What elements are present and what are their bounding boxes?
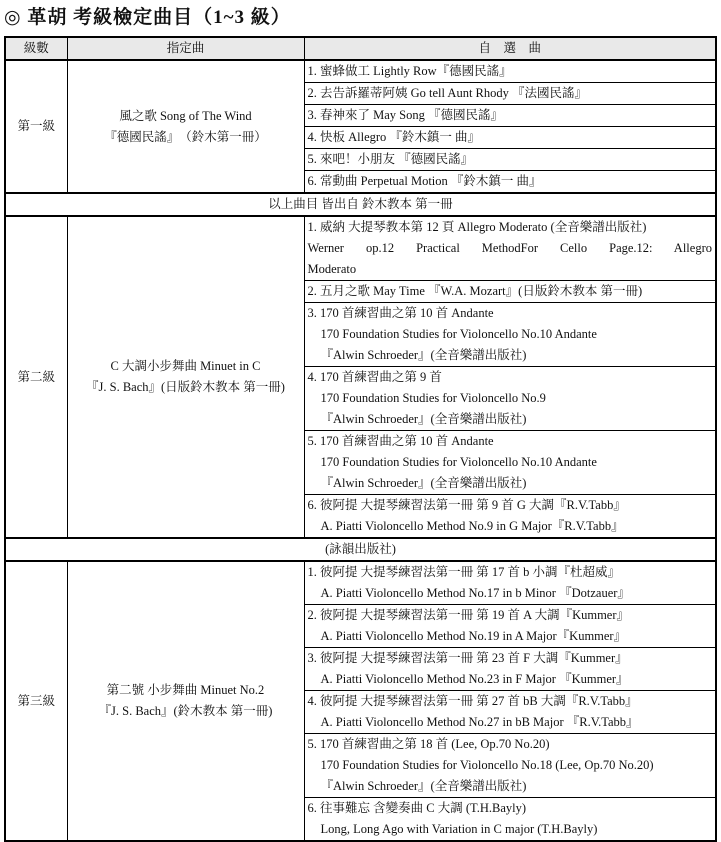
grade3-item-3-line2: A. Piatti Violoncello Method No.23 in F Major 『Kummer』 <box>320 672 629 686</box>
grade3-item-4 <box>304 691 716 734</box>
grade3-item-5-line3: 『Alwin Schroeder』(全音樂譜出版社) <box>320 779 527 793</box>
header-required: 指定曲 <box>67 37 304 60</box>
grade2-item-1-line2: Werner op.12 Practical MethodFor Cello Page.12: Allegro <box>307 241 712 255</box>
grade1-item-6: 6. 常動曲 Perpetual Motion 『鈴木鎮一 曲』 <box>304 171 716 194</box>
grade2-item-6 <box>304 495 716 539</box>
grade2-required <box>67 216 304 538</box>
grade3-item-6 <box>304 798 716 842</box>
grade2-item-2: 2. 五月之歌 May Time 『W.A. Mozart』(日版鈴木教本 第一冊) <box>304 281 716 303</box>
grade3-level: 第三級 <box>5 561 67 841</box>
grade2-item-3-line1: 3. 170 首練習曲之第 10 首 Andante <box>307 306 494 320</box>
grade3-required-line2: 『J. S. Bach』(鈴木教本 第一冊) <box>98 704 273 718</box>
note2-row <box>5 538 716 561</box>
grade1-item-4: 4. 快板 Allegro 『鈴木鎮一 曲』 <box>304 127 716 149</box>
grade2-item-6-line2: A. Piatti Violoncello Method No.9 in G Major『R.V.Tabb』 <box>320 519 624 533</box>
grade1-item-5: 5. 來吧！小朋友 『德國民謠』 <box>304 149 716 171</box>
grade2-item-1-line1: 1. 威納 大提琴教本第 12 頁 Allegro Moderato (全音樂譜出版社) <box>307 220 647 234</box>
grade3-item-1 <box>304 561 716 605</box>
grade3-item-2-line2: A. Piatti Violoncello Method No.19 in A Major『Kummer』 <box>320 629 627 643</box>
grade2-level: 第二級 <box>5 216 67 538</box>
grade2-item-6-line1: 6. 彼阿提 大提琴練習法第一冊 第 9 首 G 大調『R.V.Tabb』 <box>307 498 626 512</box>
grade1-row <box>5 60 716 83</box>
grade2-item-5-line1: 5. 170 首練習曲之第 10 首 Andante <box>307 434 494 448</box>
grade2-required-line1: C 大調小步舞曲 Minuet in C <box>110 359 261 373</box>
grade2-item-1 <box>304 216 716 281</box>
page-title: ◎ 革胡 考級檢定曲目（1~3 級） <box>4 7 291 28</box>
grade3-required <box>67 561 304 841</box>
grade2-item-1-line3: Moderato <box>307 262 357 276</box>
note2: (詠韻出版社) <box>5 538 716 561</box>
grade2-item-4-line1: 4. 170 首練習曲之第 9 首 <box>307 370 442 384</box>
grade3-item-5-line1: 5. 170 首練習曲之第 18 首 (Lee, Op.70 No.20) <box>307 737 550 751</box>
grade1-required-line2: 『德國民謠』 （鈴木第一冊） <box>104 129 267 144</box>
grade3-item-3-line1: 3. 彼阿提 大提琴練習法第一冊 第 23 首 F 大調『Kummer』 <box>307 651 628 665</box>
grade2-item-5-line2: 170 Foundation Studies for Violoncello No.10 Andante <box>320 455 597 469</box>
grade2-item-4 <box>304 367 716 431</box>
header-level: 級數 <box>5 37 67 60</box>
header-elective: 自 選 曲 <box>304 37 716 60</box>
grade1-required-line1: 風之歌 Song of The Wind <box>119 108 252 123</box>
grade3-item-4-line2: A. Piatti Violoncello Method No.27 in bB Major 『R.V.Tabb』 <box>320 715 639 729</box>
grade3-item-5 <box>304 734 716 798</box>
exam-repertoire-table <box>4 36 717 842</box>
grade2-item-4-line2: 170 Foundation Studies for Violoncello No.9 <box>320 391 546 405</box>
grade2-required-line2: 『J. S. Bach』(日版鈴木教本 第一冊) <box>86 380 285 394</box>
grade2-item-3 <box>304 303 716 367</box>
header-row <box>5 37 716 60</box>
grade3-item-2 <box>304 605 716 648</box>
grade2-row <box>5 216 716 281</box>
grade1-level: 第一級 <box>5 60 67 193</box>
grade3-item-4-line1: 4. 彼阿提 大提琴練習法第一冊 第 27 首 bB 大調『R.V.Tabb』 <box>307 694 638 708</box>
grade1-item-1: 1. 蜜蜂做工 Lightly Row『德國民謠』 <box>304 60 716 83</box>
grade2-item-5 <box>304 431 716 495</box>
grade3-required-line1: 第二號 小步舞曲 Minuet No.2 <box>106 683 265 697</box>
note1-row <box>5 193 716 216</box>
grade3-item-2-line1: 2. 彼阿提 大提琴練習法第一冊 第 19 首 A 大調『Kummer』 <box>307 608 630 622</box>
grade3-item-1-line2: A. Piatti Violoncello Method No.17 in b Minor 『Dotzauer』 <box>320 586 630 600</box>
grade3-item-5-line2: 170 Foundation Studies for Violoncello No.18 (Lee, Op.70 No.20) <box>320 758 654 772</box>
grade3-item-6-line2: Long, Long Ago with Variation in C major (T.H.Bayly) <box>320 822 598 836</box>
grade2-item-3-line2: 170 Foundation Studies for Violoncello No.10 Andante <box>320 327 597 341</box>
grade3-row <box>5 561 716 605</box>
grade2-item-5-line3: 『Alwin Schroeder』(全音樂譜出版社) <box>320 476 527 490</box>
note1: 以上曲目 皆出自 鈴木教本 第一冊 <box>5 193 716 216</box>
grade3-item-3 <box>304 648 716 691</box>
grade1-item-3: 3. 春神來了 May Song 『德國民謠』 <box>304 105 716 127</box>
grade3-item-6-line1: 6. 往事難忘 含變奏曲 C 大調 (T.H.Bayly) <box>307 801 527 815</box>
grade3-item-1-line1: 1. 彼阿提 大提琴練習法第一冊 第 17 首 b 小調『杜超威』 <box>307 565 621 579</box>
grade1-required <box>67 60 304 193</box>
grade2-item-3-line3: 『Alwin Schroeder』(全音樂譜出版社) <box>320 348 527 362</box>
grade1-item-2: 2. 去告訴羅蒂阿姨 Go tell Aunt Rhody 『法國民謠』 <box>304 83 716 105</box>
grade2-item-4-line3: 『Alwin Schroeder』(全音樂譜出版社) <box>320 412 527 426</box>
